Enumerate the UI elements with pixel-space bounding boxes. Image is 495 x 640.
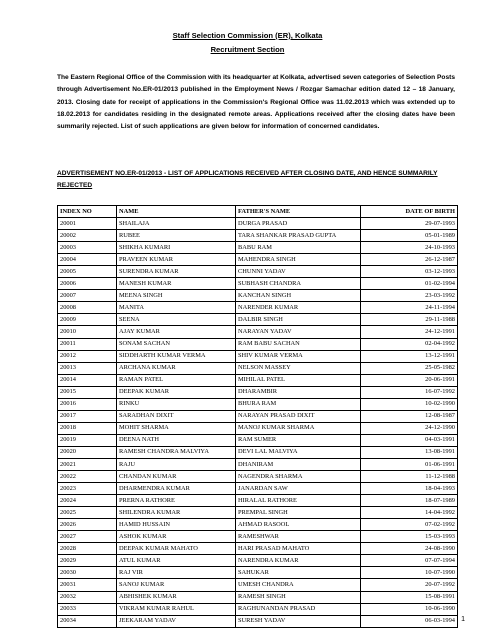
cell-name: MOHIT SHARMA <box>117 422 236 434</box>
table-row <box>58 350 458 362</box>
cell-dob: 24-11-1994 <box>361 302 458 314</box>
cell-dob: 02-04-1992 <box>361 338 458 350</box>
table-row <box>58 495 458 507</box>
cell-dob: 01-02-1994 <box>361 278 458 290</box>
cell-name: AJAY KUMAR <box>117 326 236 338</box>
cell-dob: 10-02-1990 <box>361 398 458 410</box>
table-row <box>58 579 458 591</box>
page-number: 1 <box>461 616 465 623</box>
table-row <box>58 398 458 410</box>
cell-index: 20027 <box>58 531 117 543</box>
cell-index: 20029 <box>58 555 117 567</box>
cell-name: SHAILAJA <box>117 218 236 230</box>
cell-dob: 20-06-1991 <box>361 374 458 386</box>
table-row <box>58 471 458 483</box>
table-row <box>58 507 458 519</box>
table-row <box>58 458 458 470</box>
rejected-applications-table <box>57 205 458 628</box>
cell-father-name: UMESH CHANDRA <box>236 579 361 591</box>
table-row <box>58 543 458 555</box>
table-row <box>58 422 458 434</box>
table-row <box>58 591 458 603</box>
cell-father-name: HIRALAL RATHORE <box>236 495 361 507</box>
cell-name: PRAVEEN KUMAR <box>117 254 236 266</box>
cell-dob: 12-08-1987 <box>361 410 458 422</box>
cell-name: JEEKARAM YADAV <box>117 615 236 627</box>
cell-dob: 11-12-1988 <box>361 471 458 483</box>
cell-index: 20002 <box>58 230 117 242</box>
cell-name: PRERNA RATHORE <box>117 495 236 507</box>
cell-father-name: BHURA RAM <box>236 398 361 410</box>
cell-dob: 23-03-1992 <box>361 290 458 302</box>
cell-index: 20021 <box>58 458 117 470</box>
cell-index: 20009 <box>58 314 117 326</box>
cell-index: 20025 <box>58 507 117 519</box>
cell-father-name: NARAYAN YADAV <box>236 326 361 338</box>
cell-name: DHARMENDRA KUMAR <box>117 483 236 495</box>
cell-father-name: JANARDAN SAW <box>236 483 361 495</box>
cell-index: 20008 <box>58 302 117 314</box>
table-row <box>58 326 458 338</box>
cell-name: RINKU <box>117 398 236 410</box>
section-heading: Recruitment Section <box>210 45 285 54</box>
cell-father-name: SHIV KUMAR VERMA <box>236 350 361 362</box>
table-row <box>58 338 458 350</box>
cell-dob: 13-08-1991 <box>361 446 458 458</box>
cell-index: 20033 <box>58 603 117 615</box>
cell-father-name: RAM BABU SACHAN <box>236 338 361 350</box>
cell-dob: 13-12-1991 <box>361 350 458 362</box>
cell-index: 20024 <box>58 495 117 507</box>
cell-name: RAMESH CHANDRA MALVIYA <box>117 446 236 458</box>
cell-name: ABHISHEK KUMAR <box>117 591 236 603</box>
cell-father-name: KANCHAN SINGH <box>236 290 361 302</box>
table-row <box>58 555 458 567</box>
cell-name: SARADHAN DIXIT <box>117 410 236 422</box>
cell-dob: 25-05-1982 <box>361 362 458 374</box>
cell-index: 20007 <box>58 290 117 302</box>
table-row <box>58 519 458 531</box>
cell-index: 20028 <box>58 543 117 555</box>
cell-index: 20013 <box>58 362 117 374</box>
table-row <box>58 410 458 422</box>
cell-name: ASHOK KUMAR <box>117 531 236 543</box>
cell-name: DEENA NATH <box>117 434 236 446</box>
cell-index: 20005 <box>58 266 117 278</box>
cell-dob: 18-07-1989 <box>361 495 458 507</box>
cell-father-name: RAGHUNANDAN PRASAD <box>236 603 361 615</box>
table-row <box>58 567 458 579</box>
cell-father-name: NARENDER KUMAR <box>236 302 361 314</box>
cell-name: MANESH KUMAR <box>117 278 236 290</box>
cell-dob: 07-07-1994 <box>361 555 458 567</box>
table-row <box>58 434 458 446</box>
cell-index: 20022 <box>58 471 117 483</box>
cell-father-name: CHUNNI YADAV <box>236 266 361 278</box>
cell-name: SEENA <box>117 314 236 326</box>
table-row <box>58 446 458 458</box>
cell-index: 20016 <box>58 398 117 410</box>
cell-dob: 16-07-1992 <box>361 386 458 398</box>
cell-index: 20019 <box>58 434 117 446</box>
table-row <box>58 374 458 386</box>
cell-name: DEEPAK KUMAR MAHATO <box>117 543 236 555</box>
cell-name: RUBEE <box>117 230 236 242</box>
cell-father-name: NELSON MASSEY <box>236 362 361 374</box>
cell-father-name: RAMESH SINGH <box>236 591 361 603</box>
cell-index: 20006 <box>58 278 117 290</box>
cell-index: 20030 <box>58 567 117 579</box>
cell-dob: 24-08-1990 <box>361 543 458 555</box>
cell-name: MANITA <box>117 302 236 314</box>
cell-index: 20012 <box>58 350 117 362</box>
cell-dob: 24-12-1990 <box>361 422 458 434</box>
table-row <box>58 218 458 230</box>
advertisement-title: ADVERTISEMENT NO.ER-01/2013 - LIST OF APPLICATIONS RECEIVED AFTER CLOSING DATE, AND HENCE SUMMARILY REJECTED <box>57 170 438 189</box>
table-row <box>58 483 458 495</box>
table-row <box>58 254 458 266</box>
cell-father-name: PREMPAL SINGH <box>236 507 361 519</box>
cell-dob: 20-07-1992 <box>361 579 458 591</box>
organization-heading: Staff Selection Commission (ER), Kolkata <box>172 31 323 40</box>
cell-index: 20032 <box>58 591 117 603</box>
col-header-father-name: FATHER'S NAME <box>236 206 361 218</box>
cell-name: SURENDRA KUMAR <box>117 266 236 278</box>
cell-index: 20001 <box>58 218 117 230</box>
cell-dob: 01-06-1991 <box>361 458 458 470</box>
cell-index: 20026 <box>58 519 117 531</box>
cell-father-name: RAMESHWAR <box>236 531 361 543</box>
cell-name: SIDDHARTH KUMAR VERMA <box>117 350 236 362</box>
cell-father-name: DURGA PRASAD <box>236 218 361 230</box>
cell-father-name: DHARAMBIR <box>236 386 361 398</box>
cell-dob: 10-06-1990 <box>361 603 458 615</box>
cell-index: 20003 <box>58 242 117 254</box>
cell-dob: 26-12-1987 <box>361 254 458 266</box>
cell-father-name: HARI PRASAD MAHATO <box>236 543 361 555</box>
cell-father-name: BABU RAM <box>236 242 361 254</box>
cell-index: 20023 <box>58 483 117 495</box>
cell-father-name: SAHUKAR <box>236 567 361 579</box>
table-row <box>58 314 458 326</box>
cell-father-name: MANOJ KUMAR SHARMA <box>236 422 361 434</box>
cell-index: 20018 <box>58 422 117 434</box>
cell-dob: 05-01-1989 <box>361 230 458 242</box>
cell-name: SHILENDRA KUMAR <box>117 507 236 519</box>
cell-name: ARCHANA KUMAR <box>117 362 236 374</box>
cell-index: 20017 <box>58 410 117 422</box>
cell-dob: 14-04-1992 <box>361 507 458 519</box>
table-row <box>58 278 458 290</box>
cell-name: ATUL KUMAR <box>117 555 236 567</box>
cell-name: DEEPAK KUMAR <box>117 386 236 398</box>
cell-dob: 24-10-1993 <box>361 242 458 254</box>
cell-dob: 07-02-1992 <box>361 519 458 531</box>
cell-father-name: NAGENDRA SHARMA <box>236 471 361 483</box>
table-row <box>58 362 458 374</box>
table-row <box>58 531 458 543</box>
cell-name: SHIKHA KUMARI <box>117 242 236 254</box>
cell-index: 20014 <box>58 374 117 386</box>
cell-father-name: TARA SHANKAR PRASAD GUPTA <box>236 230 361 242</box>
cell-index: 20015 <box>58 386 117 398</box>
intro-paragraph: The Eastern Regional Office of the Commission with its headquarter at Kolkata, advertised seven categories of Selection Posts through Advertisement No.ER-01/2013 published in the Employment News / Rozgar Samachar edition dated 12 – 18 January, 2013. Closing date for receipt of applications in the Commission's Regional Office was 11.02.2013 which was extended up to 18.02.2013 for candidates residing in the designated remote areas. Applications received after the closing dates have been summarily rejected. List of such applications are given below for information of concerned candidates. <box>57 74 455 131</box>
cell-father-name: MIHILAL PATEL <box>236 374 361 386</box>
cell-dob: 29-07-1993 <box>361 218 458 230</box>
cell-father-name: DHANIRAM <box>236 458 361 470</box>
cell-index: 20020 <box>58 446 117 458</box>
cell-index: 20004 <box>58 254 117 266</box>
table-row <box>58 603 458 615</box>
cell-name: SONAM SACHAN <box>117 338 236 350</box>
cell-father-name: AHMAD RASOOL <box>236 519 361 531</box>
cell-dob: 15-08-1991 <box>361 591 458 603</box>
cell-dob: 06-03-1994 <box>361 615 458 627</box>
table-row <box>58 302 458 314</box>
cell-name: RAJU <box>117 458 236 470</box>
cell-name: CHANDAN KUMAR <box>117 471 236 483</box>
cell-father-name: RAM SUMER <box>236 434 361 446</box>
cell-father-name: DALBIR SINGH <box>236 314 361 326</box>
cell-father-name: SUBHASH CHANDRA <box>236 278 361 290</box>
table-row <box>58 230 458 242</box>
cell-father-name: DEVI LAL MALVIYA <box>236 446 361 458</box>
cell-name: VIKRAM KUMAR RAHUL <box>117 603 236 615</box>
cell-dob: 29-11-1988 <box>361 314 458 326</box>
cell-father-name: SURESH YADAV <box>236 615 361 627</box>
cell-name: RAMAN PATEL <box>117 374 236 386</box>
cell-dob: 18-04-1993 <box>361 483 458 495</box>
table-row <box>58 266 458 278</box>
col-header-name: NAME <box>117 206 236 218</box>
cell-dob: 24-12-1991 <box>361 326 458 338</box>
table-row <box>58 290 458 302</box>
cell-father-name: MAHENDRA SINGH <box>236 254 361 266</box>
cell-index: 20031 <box>58 579 117 591</box>
table-row <box>58 242 458 254</box>
cell-name: RAJ VIR <box>117 567 236 579</box>
cell-dob: 04-03-1991 <box>361 434 458 446</box>
table-header-row <box>58 206 458 218</box>
cell-index: 20011 <box>58 338 117 350</box>
cell-father-name: NARENDRA KUMAR <box>236 555 361 567</box>
cell-name: MEENA SINGH <box>117 290 236 302</box>
cell-name: HAMID HUSSAIN <box>117 519 236 531</box>
cell-index: 20034 <box>58 615 117 627</box>
cell-dob: 10-07-1990 <box>361 567 458 579</box>
cell-dob: 03-12-1993 <box>361 266 458 278</box>
col-header-index: INDEX NO <box>58 206 117 218</box>
cell-father-name: NARAYAN PRASAD DIXIT <box>236 410 361 422</box>
cell-dob: 15-03-1993 <box>361 531 458 543</box>
col-header-dob: DATE OF BIRTH <box>361 206 458 218</box>
cell-name: SANOJ KUMAR <box>117 579 236 591</box>
cell-index: 20010 <box>58 326 117 338</box>
table-row <box>58 386 458 398</box>
